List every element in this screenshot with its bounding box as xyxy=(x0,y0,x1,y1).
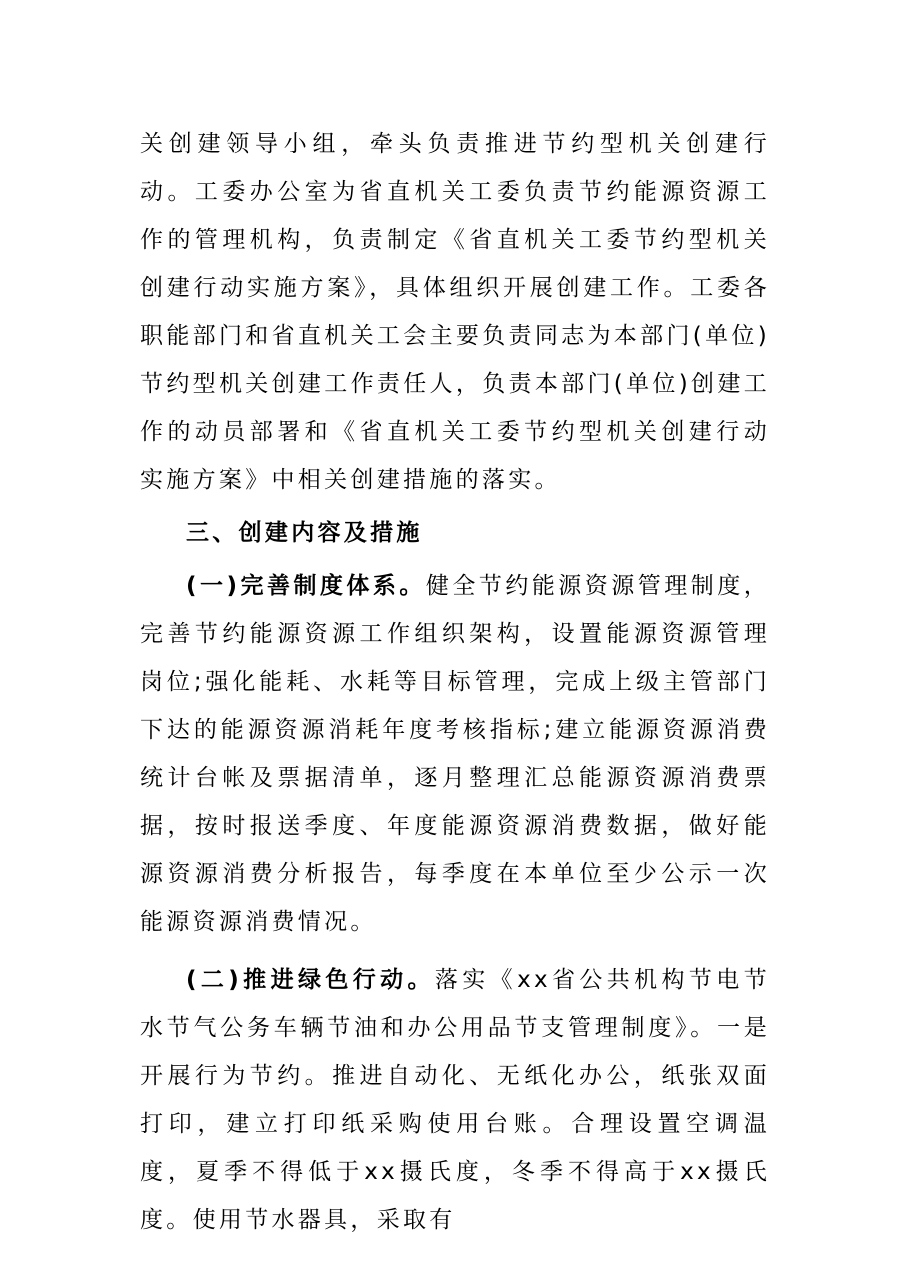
document-body xyxy=(140,120,770,1244)
item-paragraph xyxy=(140,562,770,946)
section-heading: 三、创建内容及措施 xyxy=(186,520,423,546)
item-body: 健全节约能源资源管理制度，完善节约能源资源工作组织架构，设置能源资源管理岗位;强化能耗、水耗等目标管理，完成上级主管部门下达的能源资源消耗年度考核指标;建立能源资源消费统计台帐及票据清单，逐月整理汇总能源资源消费票据，按时报送季度、年度能源资源消费数据，做好能源资源消费分析报告，每季度在本单位至少公示一次能源资源消费情况。 xyxy=(140,573,770,935)
item-lead: (一)完善制度体系。 xyxy=(186,573,426,599)
item-body: 落实《xx省公共机构节电节水节气公务车辆节油和办公用品节支管理制度》。一是开展行为节约。推进自动化、无纸化办公，纸张双面打印，建立打印纸采购使用台账。合理设置空调温度，夏季不得低于xx摄氏度，冬季不得高于xx摄氏度。使用节水器具，采取有 xyxy=(140,967,770,1233)
paragraph-continuation: 关创建领导小组，牵头负责推进节约型机关创建行动。工委办公室为省直机关工委负责节约能源资源工作的管理机构，负责制定《省直机关工委节约型机关创建行动实施方案》，具体组织开展创建工作。工委各职能部门和省直机关工会主要负责同志为本部门(单位)节约型机关创建工作责任人，负责本部门(单位)创建工作的动员部署和《省直机关工委节约型机关创建行动实施方案》中相关创建措施的落实。 xyxy=(140,131,770,493)
item-paragraph xyxy=(140,956,770,1244)
item-lead: (二)推进绿色行动。 xyxy=(186,967,435,993)
